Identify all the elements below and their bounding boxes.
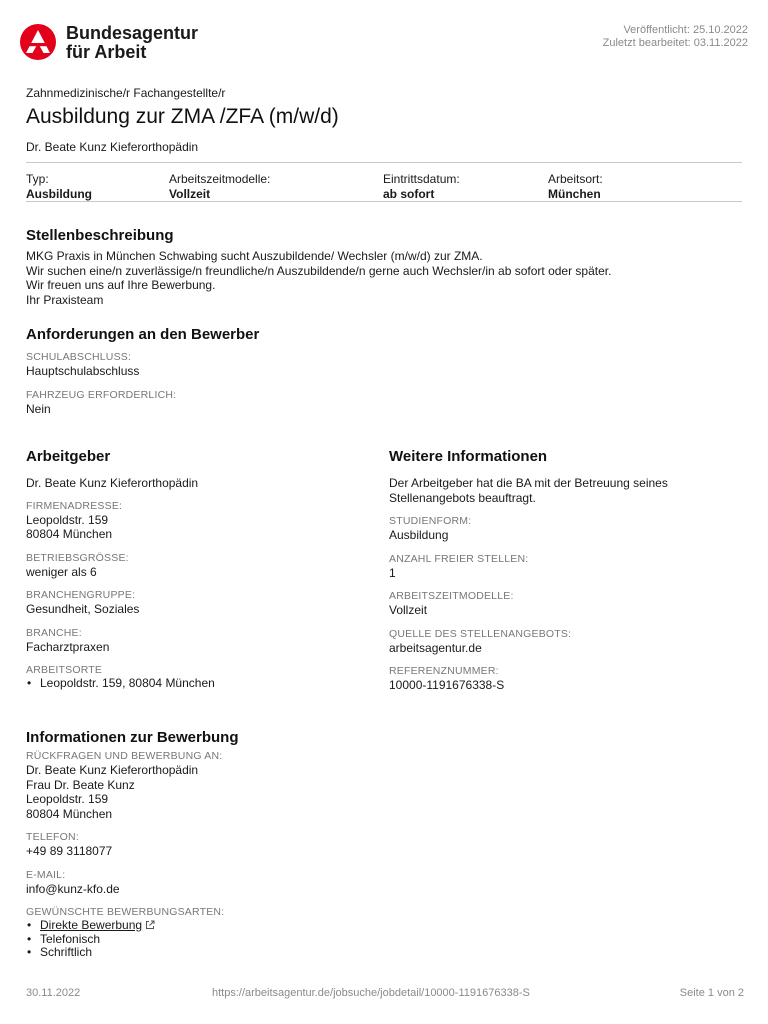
footer-date: 30.11.2022 (26, 987, 81, 999)
application-types-list (26, 919, 742, 960)
fact-value: ab sofort (383, 187, 435, 201)
source-label: QUELLE DES STELLENANGEBOTS: (389, 627, 572, 640)
address-line-2: 80804 München (26, 527, 113, 541)
contact-line: Dr. Beate Kunz Kieferorthopädin (26, 763, 199, 777)
sector-label: BRANCHE: (26, 626, 82, 639)
sector-value: Facharztpraxen (26, 639, 110, 654)
fact-location (548, 172, 603, 202)
brand-line-2: für Arbeit (66, 42, 147, 62)
fact-label: Eintrittsdatum: (383, 172, 460, 186)
reference-value: 10000-1191676338-S (389, 678, 505, 692)
fact-value: Ausbildung (26, 187, 92, 201)
openings-label: ANZAHL FREIER STELLEN: (389, 552, 529, 565)
description-line: Ihr Praxisteam (26, 292, 104, 307)
source-value: arbeitsagentur.de (389, 640, 482, 655)
ba-logo-text (66, 24, 198, 62)
publication-dates (603, 24, 748, 50)
job-facts-bar (26, 162, 742, 202)
more-info-note-line: Der Arbeitgeber hat die BA mit der Betreuung seines (389, 476, 668, 490)
list-item (40, 919, 742, 933)
employer-name: Dr. Beate Kunz Kieferorthopädin (26, 476, 199, 490)
description-line: MKG Praxis in München Schwabing sucht Auszubildende/ Wechsler (m/w/d) zur ZMA. (26, 249, 483, 263)
more-info-heading: Weitere Informationen (389, 448, 548, 465)
fact-label: Arbeitszeitmodelle: (169, 172, 271, 186)
school-label: SCHULABSCHLUSS: (26, 351, 132, 363)
description-text (26, 249, 742, 307)
contact-line: Frau Dr. Beate Kunz (26, 777, 135, 792)
description-line: Wir freuen uns auf Ihre Bewerbung. (26, 278, 216, 292)
external-link-icon[interactable] (145, 920, 155, 930)
fact-value: Vollzeit (169, 187, 211, 201)
car-value: Nein (26, 401, 51, 416)
employer-heading: Arbeitgeber (26, 448, 111, 465)
sector-group-value: Gesundheit, Soziales (26, 602, 140, 616)
ba-logo-icon (20, 24, 56, 60)
size-label: BETRIEBSGRÖSSE: (26, 551, 129, 564)
study-value: Ausbildung (389, 528, 449, 542)
locations-label: ARBEITSORTE (26, 664, 103, 676)
job-detail (26, 86, 742, 202)
fact-label: Arbeitsort: (548, 172, 603, 186)
email-label: E-MAIL: (26, 868, 66, 881)
list-item: • Telefonisch (40, 933, 742, 947)
fact-value: München (548, 187, 601, 201)
requirements-section (26, 326, 742, 416)
application-types-label: GEWÜNSCHTE BEWERBUNGSARTEN: (26, 906, 225, 918)
footer-page-number: Seite 1 von 2 (679, 987, 744, 999)
fact-label: Typ: (26, 172, 49, 186)
description-line: Wir suchen eine/n zuverlässige/n freundliche/n Auszubildende/n gerne auch Wechsler/in ab sofort oder später. (26, 263, 612, 278)
phone-value: +49 89 3118077 (26, 844, 113, 858)
published-date: Veröffentlicht: 25.10.2022 (623, 24, 748, 36)
edited-date: Zuletzt bearbeitet: 03.11.2022 (602, 37, 748, 49)
contact-line: 80804 München (26, 806, 113, 821)
description-heading: Stellenbeschreibung (26, 227, 174, 244)
direct-application-link[interactable]: Direkte Bewerbung (40, 918, 143, 932)
description-section (26, 227, 742, 307)
sector-group-label: BRANCHENGRUPPE: (26, 589, 136, 601)
worktime-value: Vollzeit (389, 603, 428, 617)
employer-section (26, 448, 366, 691)
more-info-section (389, 448, 742, 693)
ba-logo (20, 24, 198, 62)
footer-url: https://arbeitsagentur.de/jobsuche/jobdetail/10000-1191676338-S (212, 987, 530, 999)
car-label: FAHRZEUG ERFORDERLICH: (26, 388, 177, 401)
contact-line: Leopoldstr. 159 (26, 792, 109, 806)
study-label: STUDIENFORM: (389, 515, 472, 527)
fact-start-date (383, 172, 460, 202)
contact-label: RÜCKFRAGEN UND BEWERBUNG AN: (26, 750, 223, 762)
openings-value: 1 (389, 565, 396, 580)
email-value: info@kunz-kfo.de (26, 881, 120, 896)
address-label: FIRMENADRESSE: (26, 499, 123, 512)
job-subtitle: Zahnmedizinische/r Fachangestellte/r (26, 86, 226, 100)
job-title: Ausbildung zur ZMA /ZFA (m/w/d) (26, 105, 339, 128)
school-value: Hauptschulabschluss (26, 364, 140, 378)
address-line-1: Leopoldstr. 159 (26, 512, 109, 527)
employer-name-top: Dr. Beate Kunz Kieferorthopädin (26, 140, 199, 154)
list-item: • Schriftlich (40, 946, 742, 960)
list-item: • Leopoldstr. 159, 80804 München (40, 677, 366, 691)
worktime-label: ARBEITSZEITMODELLE: (389, 590, 514, 602)
requirements-heading: Anforderungen an den Bewerber (26, 326, 260, 343)
brand-line-1: Bundesagentur (66, 23, 199, 43)
size-value: weniger als 6 (26, 564, 97, 579)
application-section (26, 729, 742, 960)
page-header (0, 0, 768, 80)
more-info-note-line: Stellenangebots beauftragt. (389, 490, 536, 505)
application-heading: Informationen zur Bewerbung (26, 729, 239, 746)
locations-list (26, 677, 366, 691)
fact-type (26, 172, 92, 202)
phone-label: TELEFON: (26, 831, 79, 843)
fact-worktime (169, 172, 270, 202)
reference-label: REFERENZNUMMER: (389, 665, 499, 677)
more-info-note (389, 476, 742, 505)
